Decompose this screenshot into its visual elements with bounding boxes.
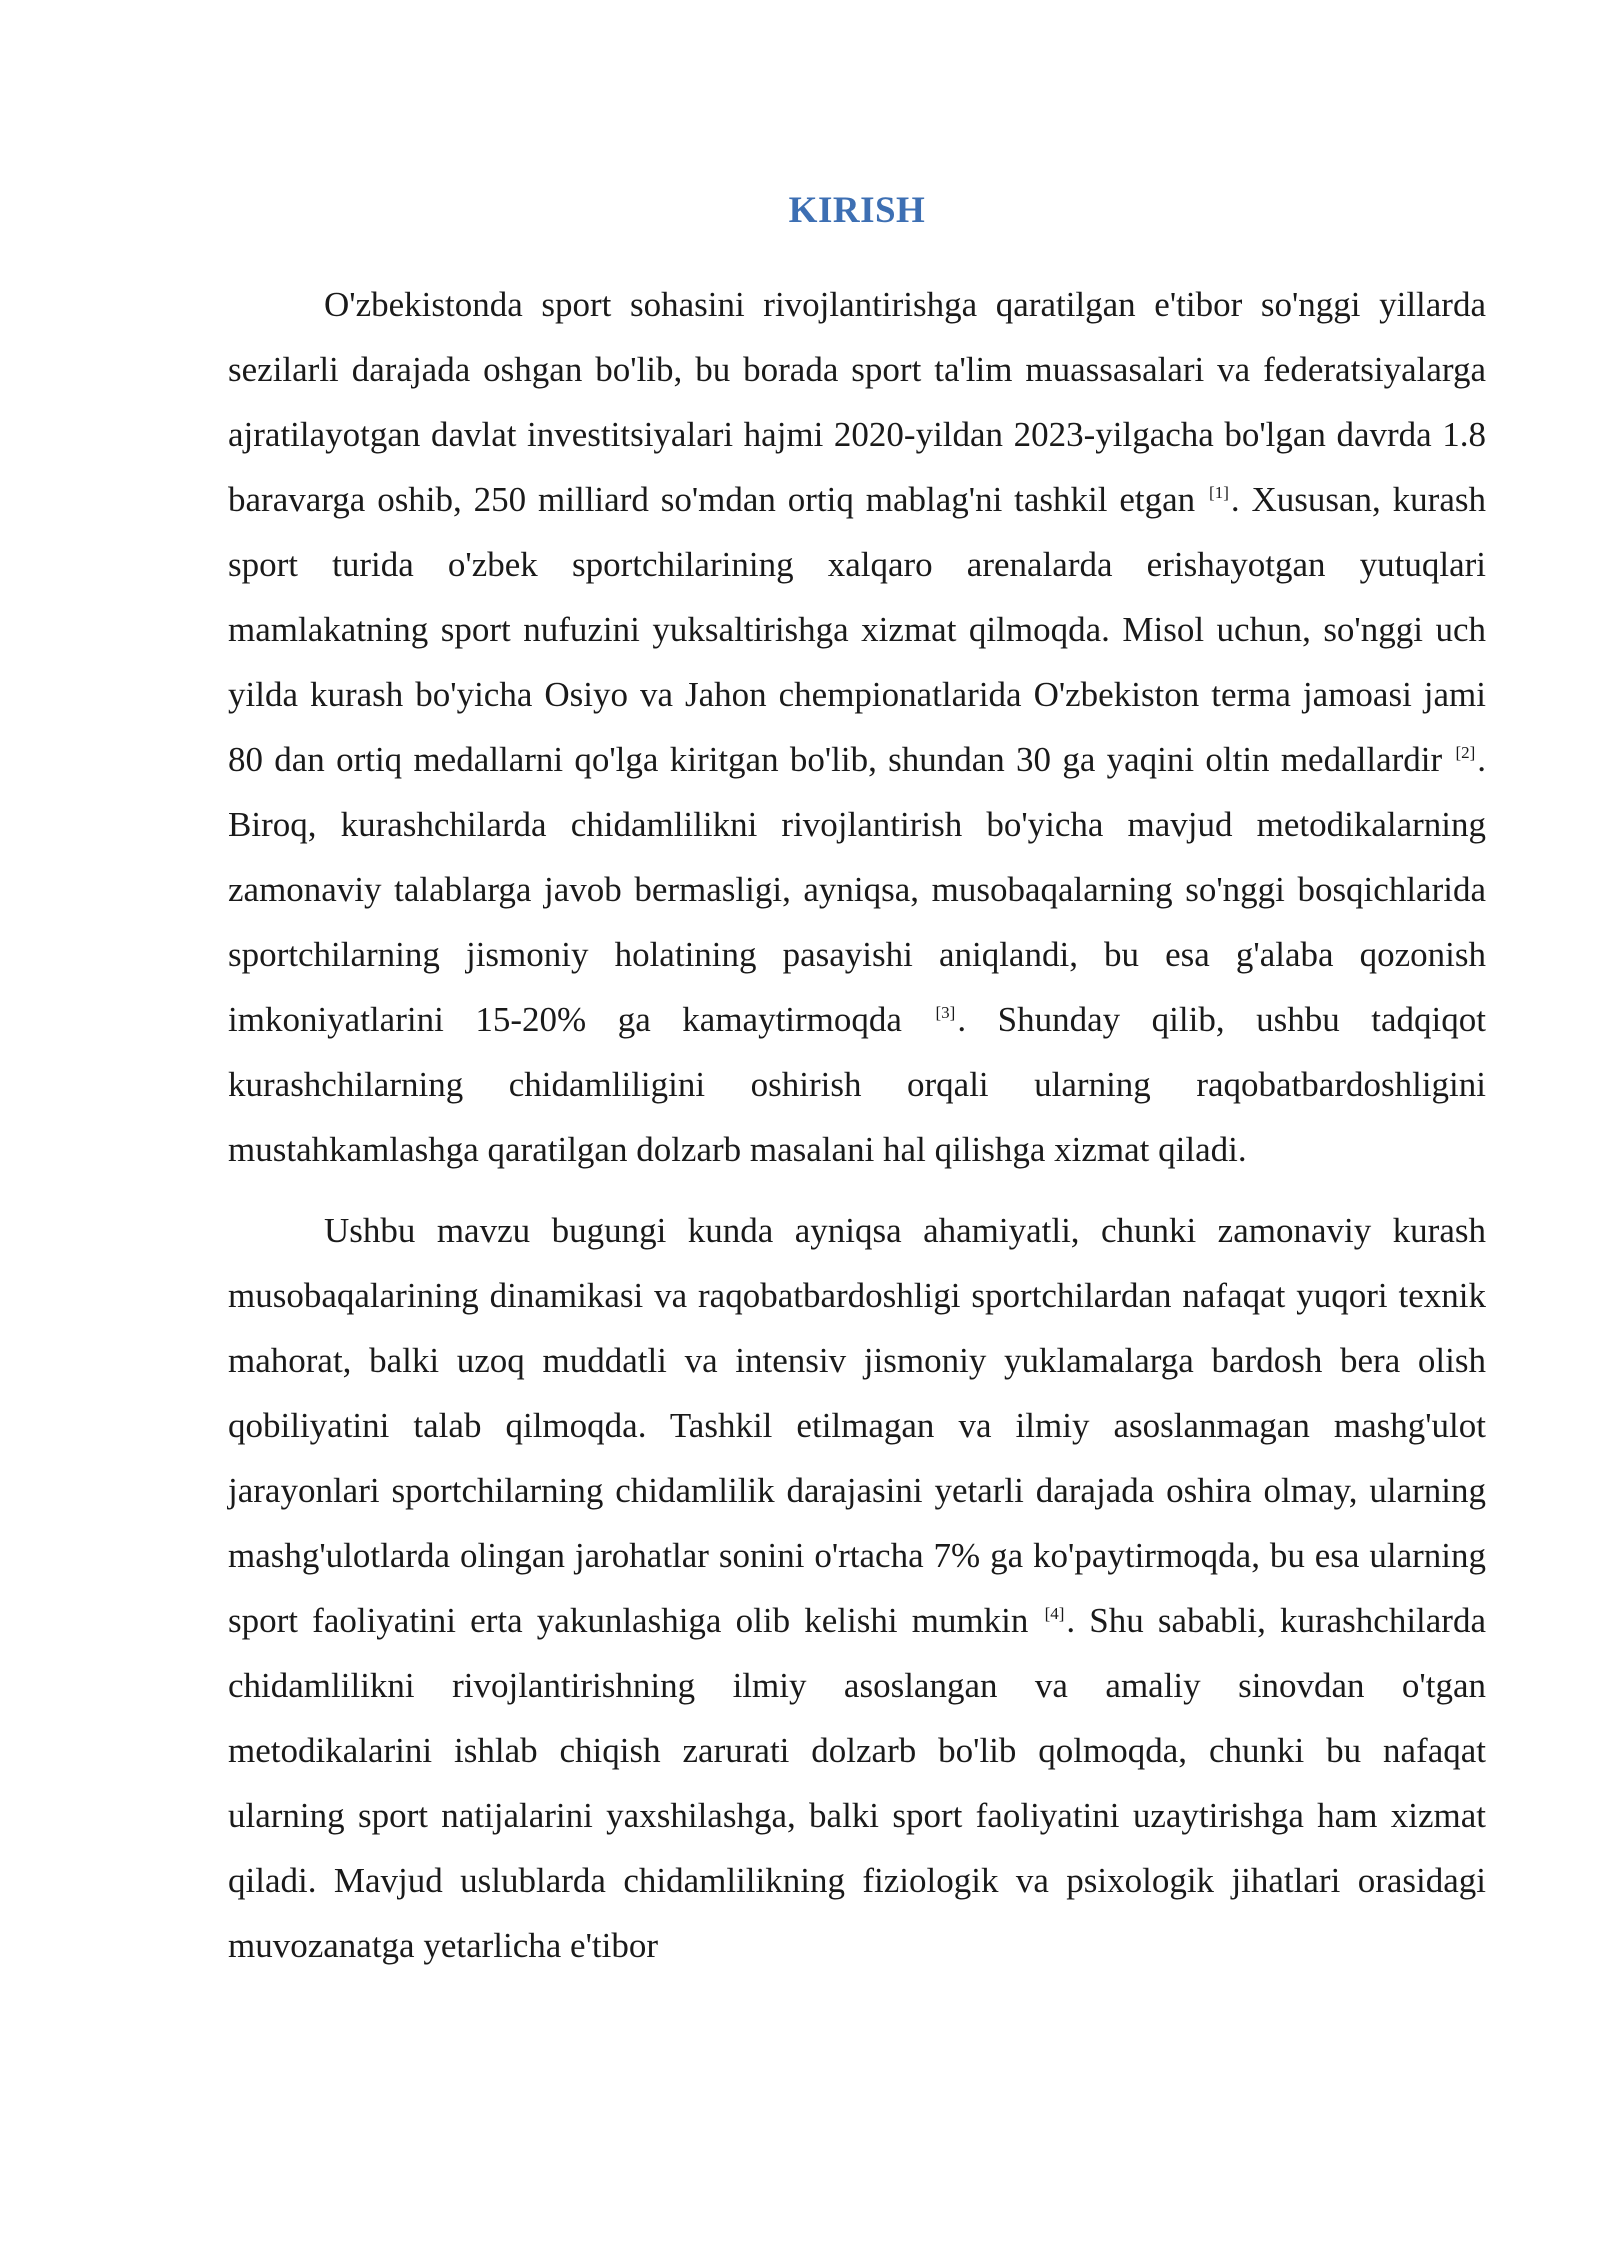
paragraph-1-text-3: . Biroq, kurashchilarda chidamlilikni rivojlantirish bo'yicha mavjud metodikalarning zamonaviy talablarga javob bermasligi, ayniqsa, musobaqalarning so'nggi bosqichlarida sportchilarning jismoniy holatining pasayishi aniqlandi, bu esa g'alaba qozonish imkoniyatlarini 15-20% ga kamaytirmoqda: [228, 740, 1487, 1039]
citation-ref-1[interactable]: [1]: [1209, 483, 1229, 503]
paragraph-1-text-4: . Shunday qilib, ushbu tadqiqot kurashchilarning chidamliligini oshirish orqali ularning raqobatbardoshligini mustahkamlashga qaratilgan dolzarb masalani hal qilishga xizmat qiladi.: [228, 1000, 1486, 1169]
section-heading: KIRISH: [788, 190, 926, 231]
citation-ref-3[interactable]: [3]: [935, 1003, 956, 1023]
citation-ref-4[interactable]: [4]: [1044, 1604, 1065, 1624]
paragraph-1-text-2: . Xususan, kurash sport turida o'zbek sportchilarining xalqaro arenalarda erishayotgan yutuqlari mamlakatning sport nufuzini yuksaltirishga xizmat qilmoqda. Misol uchun, so'nggi uch yilda kurash bo'yicha Osiyo va Jahon chempionatlarida O'zbekiston terma jamoasi jami 80 dan ortiq medallarni qo'lga kiritgan bo'lib, shundan 30 ga yaqini oltin medallardir: [228, 480, 1486, 779]
document-page: [228, 186, 1486, 1994]
paragraph-2-text-2: . Shu sababli, kurashchilarda chidamlilikni rivojlantirishning ilmiy asoslangan va amaliy sinovdan o'tgan metodikalarini ishlab chiqish zarurati dolzarb bo'lib qolmoqda, chunki bu nafaqat ularning sport natijalarini yaxshilashga, balki sport faoliyatini uzaytirishga ham xizmat qiladi. Mavjud uslublarda chidamlilikning fiziologik va psixologik jihatlari orasidagi muvozanatga yetarlicha e'tibor: [228, 1601, 1486, 1965]
citation-ref-2[interactable]: [2]: [1455, 743, 1476, 763]
paragraph-2-text-1: Ushbu mavzu bugungi kunda ayniqsa ahamiyatli, chunki zamonaviy kurash musobaqalarining dinamikasi va raqobatbardoshligi sportchilardan nafaqat yuqori texnik mahorat, balki uzoq muddatli va intensiv jismoniy yuklamalarga bardosh bera olish qobiliyatini talab qilmoqda. Tashkil etilmagan va ilmiy asoslanmagan mashg'ulot jarayonlari sportchilarning chidamlilik darajasini yetarli darajada oshira olmay, ularning mashg'ulotlarda olingan jarohatlar sonini o'rtacha 7% ga ko'paytirmoqda, bu esa ularning sport faoliyatini erta yakunlashiga olib kelishi mumkin: [228, 1211, 1486, 1640]
paragraph-1: [228, 272, 1486, 1182]
paragraph-2: [228, 1198, 1486, 1978]
paragraph-1-text-1: O'zbekistonda sport sohasini rivojlantirishga qaratilgan e'tibor so'nggi yillarda sezilarli darajada oshgan bo'lib, bu borada sport ta'lim muassasalari va federatsiyalarga ajratilayotgan davlat investitsiyalari hajmi 2020-yildan 2023-yilgacha bo'lgan davrda 1.8 baravarga oshib, 250 milliard so'mdan ortiq mablag'ni tashkil etgan: [228, 285, 1486, 519]
